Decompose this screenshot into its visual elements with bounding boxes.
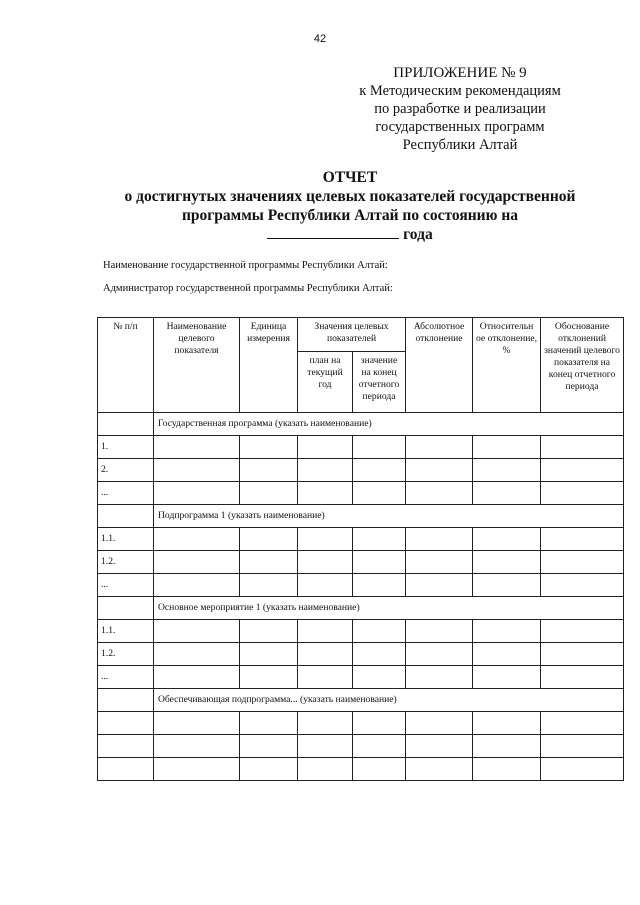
table-cell [154, 436, 240, 459]
table-cell [406, 712, 473, 735]
table-cell [541, 436, 624, 459]
header-actual: значение на конец отчетного периода [353, 352, 406, 413]
table-cell [406, 758, 473, 781]
row-number [98, 735, 154, 758]
table-cell [473, 735, 541, 758]
table-row [98, 666, 624, 689]
row-number: ... [98, 666, 154, 689]
table-cell [473, 712, 541, 735]
table-cell [473, 551, 541, 574]
section-row [98, 505, 624, 528]
table-cell [154, 620, 240, 643]
table-row [98, 459, 624, 482]
table-cell [240, 482, 298, 505]
table-cell [353, 620, 406, 643]
table-row [98, 643, 624, 666]
row-number [98, 758, 154, 781]
table-cell [240, 528, 298, 551]
table-cell [240, 436, 298, 459]
table-cell [298, 735, 353, 758]
table-cell [406, 574, 473, 597]
table-cell [298, 620, 353, 643]
table-cell [240, 574, 298, 597]
row-number: 2. [98, 459, 154, 482]
table-cell [473, 643, 541, 666]
table-cell [154, 528, 240, 551]
table-cell [154, 666, 240, 689]
appendix-line: Республики Алтай [402, 137, 518, 153]
header-num: № п/п [98, 318, 154, 413]
header-rel-dev: Относительн ое отклонение, % [473, 318, 541, 413]
table-cell [473, 528, 541, 551]
table-cell [541, 574, 624, 597]
row-number: 1. [98, 436, 154, 459]
table-cell [298, 459, 353, 482]
title-line: программы Республики Алтай по состоянию на [181, 207, 519, 224]
table-cell [240, 459, 298, 482]
table-cell [240, 712, 298, 735]
table-cell [154, 551, 240, 574]
table-cell [406, 482, 473, 505]
row-number: 1.2. [98, 643, 154, 666]
table-cell [154, 643, 240, 666]
table-cell [541, 528, 624, 551]
section-label: Подпрограмма 1 (указать наименование) [154, 505, 624, 528]
row-number [98, 712, 154, 735]
header-plan: план на текущий год [298, 352, 353, 413]
table-cell [541, 459, 624, 482]
table-cell [353, 735, 406, 758]
table-cell [473, 574, 541, 597]
header-values: Значения целевых показателей [298, 318, 406, 352]
appendix-line: по разработке и реализации [374, 101, 546, 117]
table-cell [541, 735, 624, 758]
table-row [98, 436, 624, 459]
header-indicator: Наименование целевого показателя [154, 318, 240, 413]
table-cell [298, 712, 353, 735]
table-row [98, 735, 624, 758]
title-heading: ОТЧЕТ [322, 169, 378, 186]
table-cell [298, 551, 353, 574]
row-number: ... [98, 482, 154, 505]
page-number: 42 [313, 33, 327, 45]
row-number: ... [98, 574, 154, 597]
table-cell [353, 459, 406, 482]
appendix-line: к Методическим рекомендациям [359, 83, 561, 99]
title-date-line [100, 225, 600, 244]
table-cell [541, 551, 624, 574]
table-cell [406, 666, 473, 689]
table-cell [353, 482, 406, 505]
header-unit: Единица измерения [240, 318, 298, 413]
table-cell [298, 643, 353, 666]
table-cell [240, 735, 298, 758]
table-cell [406, 735, 473, 758]
table-cell [298, 666, 353, 689]
header-row [98, 318, 624, 352]
table-cell [353, 574, 406, 597]
section-num-cell [98, 689, 154, 712]
section-row [98, 597, 624, 620]
table-row [98, 574, 624, 597]
table-cell [406, 620, 473, 643]
table-cell [298, 482, 353, 505]
table-cell [406, 436, 473, 459]
table-cell [541, 758, 624, 781]
table-row [98, 482, 624, 505]
table-cell [298, 528, 353, 551]
header-justification: Обоснование отклонений значений целевого показателя на конец отчетного периода [541, 318, 624, 413]
table-cell [353, 666, 406, 689]
table-cell [353, 551, 406, 574]
section-label: Обеспечивающая подпрограмма... (указать наименование) [154, 689, 624, 712]
table-cell [353, 758, 406, 781]
table-cell [154, 482, 240, 505]
table-row [98, 712, 624, 735]
row-number: 1.2. [98, 551, 154, 574]
appendix-title: ПРИЛОЖЕНИЕ № 9 [393, 65, 527, 81]
table-cell [353, 436, 406, 459]
table-cell [154, 712, 240, 735]
table-cell [240, 643, 298, 666]
table-cell [353, 712, 406, 735]
section-num-cell [98, 597, 154, 620]
table-cell [473, 459, 541, 482]
table-cell [154, 758, 240, 781]
table-cell [240, 551, 298, 574]
table-cell [353, 643, 406, 666]
table-cell [406, 459, 473, 482]
table-cell [154, 735, 240, 758]
section-label: Основное мероприятие 1 (указать наименование) [154, 597, 624, 620]
appendix-line: государственных программ [375, 119, 545, 135]
table-cell [541, 712, 624, 735]
table-cell [541, 643, 624, 666]
table-cell [473, 436, 541, 459]
table-cell [154, 459, 240, 482]
table-row [98, 758, 624, 781]
table-row [98, 551, 624, 574]
row-number: 1.1. [98, 620, 154, 643]
table-cell [473, 666, 541, 689]
table-row [98, 620, 624, 643]
report-table [97, 317, 624, 781]
section-row [98, 413, 624, 436]
table-row [98, 528, 624, 551]
title-year-word: года [403, 226, 433, 243]
table-cell [240, 620, 298, 643]
header-abs-dev: Абсолютное отклонение [406, 318, 473, 413]
table-cell [541, 482, 624, 505]
date-blank [267, 225, 399, 239]
table-cell [240, 666, 298, 689]
table-cell [154, 574, 240, 597]
table-cell [298, 436, 353, 459]
table-cell [406, 643, 473, 666]
title-line: о достигнутых значениях целевых показателей государственной [124, 188, 576, 205]
table-cell [473, 482, 541, 505]
table-cell [298, 758, 353, 781]
table-cell [406, 551, 473, 574]
table-cell [353, 528, 406, 551]
table-cell [406, 528, 473, 551]
program-name-label: Наименование государственной программы Республики Алтай: [103, 260, 388, 271]
report-title [100, 168, 600, 244]
administrator-label: Администратор государственной программы Республики Алтай: [103, 283, 393, 294]
section-row [98, 689, 624, 712]
row-number: 1.1. [98, 528, 154, 551]
table-cell [541, 620, 624, 643]
appendix-block [330, 64, 590, 154]
table-cell [473, 758, 541, 781]
table-cell [473, 620, 541, 643]
section-label: Государственная программа (указать наименование) [154, 413, 624, 436]
table-cell [541, 666, 624, 689]
table-cell [240, 758, 298, 781]
table-cell [298, 574, 353, 597]
section-num-cell [98, 505, 154, 528]
section-num-cell [98, 413, 154, 436]
